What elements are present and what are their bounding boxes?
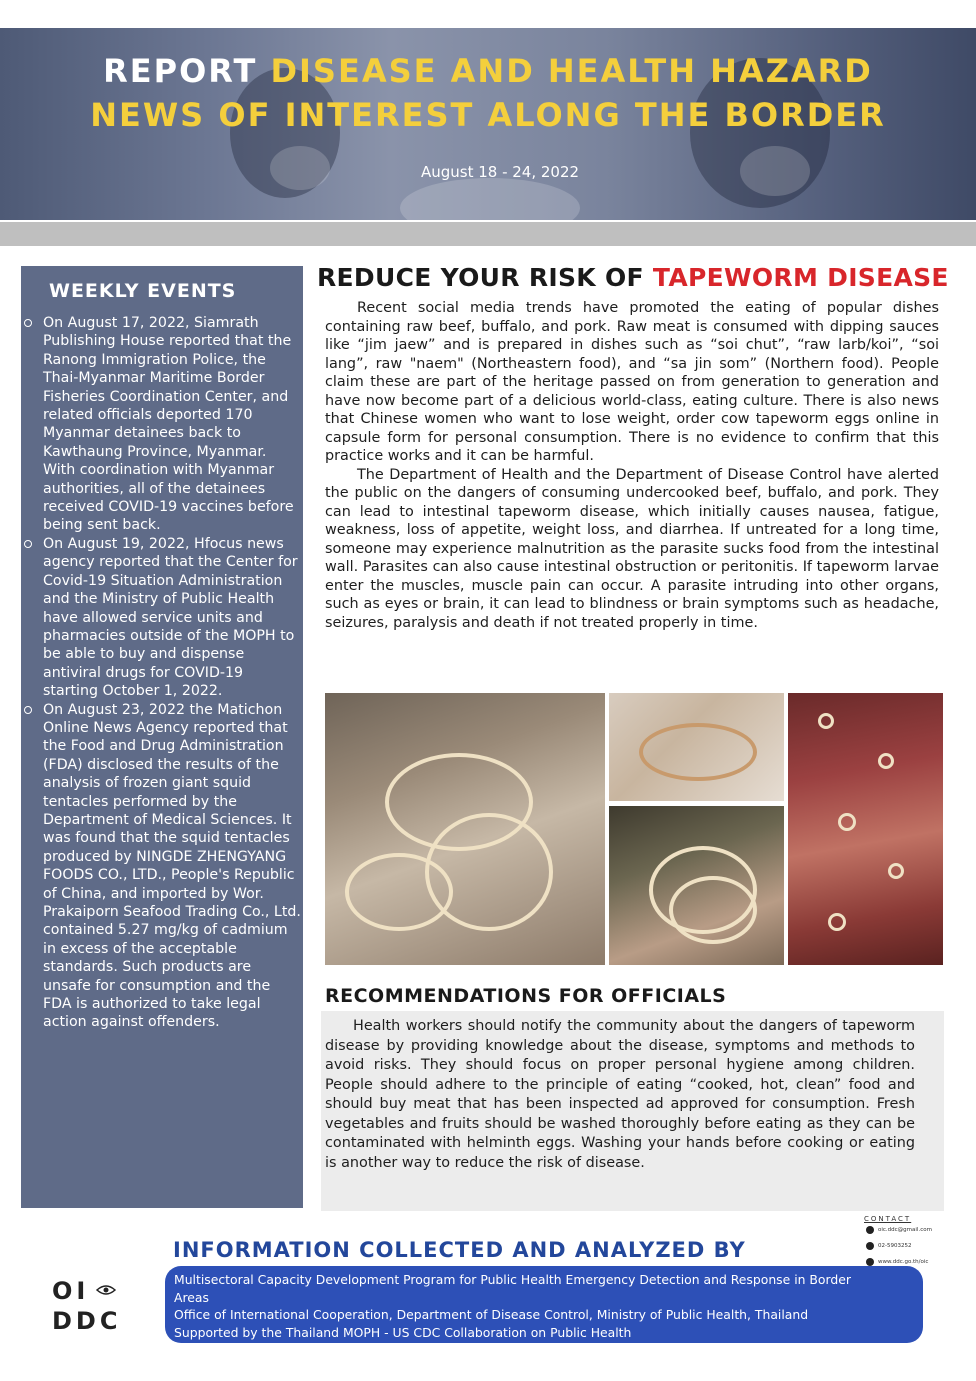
tapeworm-hand-photo [325, 693, 605, 965]
contact-email-row [864, 1223, 964, 1239]
tapeworm-specimen-photo [609, 693, 784, 801]
worm-shape [669, 876, 757, 944]
headline-highlight: TAPEWORM DISEASE [652, 263, 949, 292]
footer-line: Multisectoral Capacity Development Program for Public Health Emergency Detection and Response in Border Areas [174, 1272, 851, 1305]
weekly-events-title: WEEKLY EVENTS [49, 280, 237, 302]
infected-meat-photo [788, 693, 943, 965]
article-paragraph: Recent social media trends have promoted the eating of popular dishes containing raw beef, buffalo, and pork. Raw meat is consumed with dipping sauces like “jim jaew” and is prepared in dishes such as “soi chut”, “raw larb/koi”, “soi lang”, raw "naem" (Northeastern food), and “sa jin som” (Northern food). People claim these are part of the heritage passed on from generation to generation and have now become part of a delicious world-class, eating culture. There is also news that Chinese women who want to lose weight, order cow tapeworm eggs online in capsule form for personal consumption. There is no evidence to confirm that this practice works and it can be harmful. [325, 300, 939, 464]
contact-phone-row [864, 1239, 964, 1255]
footer-line: Office of International Cooperation, Department of Disease Control, Ministry of Public Health, Thailand [174, 1307, 809, 1322]
article-paragraph: The Department of Health and the Department of Disease Control have alerted the public on the dangers of consuming undercooked beef, buffalo, and pork. They can lead to intestinal tapeworm disease, which initially causes nausea, fatigue, weakness, loss of appetite, weight loss, and diarrhea. If untreated for a long time, someone may experience malnutrition as the parasite sucks food from the intestinal wall. Parasites can also cause intestinal obstruction or peritonitis. If tapeworm larvae enter the muscles, muscle pain can occur. A parasite intruding into other organs, such as eyes or brain, it can lead to blindness or brain symptoms such as headache, seizures, paralysis and death if not treated properly in time. [325, 466, 939, 631]
list-item [21, 701, 303, 1032]
article-body [325, 299, 939, 632]
event-text: On August 17, 2022, Siamrath Publishing House reported that the Ranong Immigration Police, the Thai-Myanmar Maritime Border Fisheries Coordination Center, and related officials deported 170 Myanmar detainees back to Kawthaung Province, Myanmar. With coordination with Myanmar authorities, all of the detainees received COVID-19 vaccines before being sent back. [43, 315, 294, 534]
list-item [21, 314, 303, 535]
globe-icon [866, 1258, 874, 1266]
bullet-icon [24, 706, 32, 714]
footer-line: Supported by the Thailand MOPH - US CDC Collaboration on Public Health [174, 1324, 632, 1340]
bullet-icon [24, 540, 32, 548]
cyst-shape [888, 863, 904, 879]
worm-shape [345, 853, 453, 931]
logo-line2: DDC [52, 1307, 122, 1335]
event-text: On August 23, 2022 the Matichon Online News Agency reported that the Food and Drug Administration (FDA) disclosed the results of the analysis of frozen giant squid tentacles performed by the Department of Medical Sciences. It was found that the squid tentacles produced by NINGDE ZHENGYANG FOODS CO., LTD., People's Republic of China, and imported by Wor. Prakaiporn Seafood Trading Co., Ltd. contained 5.27 mg/kg of cadmium in excess of the acceptable standards. Such products are unsafe for consumption and the FDA is authorized to take legal action against offenders. [43, 701, 301, 1031]
tapeworm-palm-photo [609, 806, 784, 965]
oi-ddc-logo [48, 1277, 128, 1337]
contact-email[interactable]: oic.ddc@gmail.com [878, 1227, 932, 1233]
recommendations-body [325, 1017, 915, 1173]
contact-heading: CONTACT [864, 1215, 912, 1223]
event-text: On August 19, 2022, Hfocus news agency reported that the Center for Covid-19 Situation Administration and the Ministry of Public Health have allowed service units and pharmacies outside of the MOPH to be able to buy and dispense antiviral drugs for COVID-19 starting October 1, 2022. [43, 535, 298, 700]
cyst-shape [828, 913, 846, 931]
eye-icon [96, 1283, 116, 1297]
contact-block [864, 1215, 964, 1271]
cyst-shape [838, 813, 856, 831]
title-highlight: DISEASE AND HEALTH HAZARD [270, 52, 873, 90]
report-date: August 18 - 24, 2022 [420, 163, 580, 181]
report-title-line1 [0, 52, 976, 90]
list-item [21, 535, 303, 701]
logo-line1: OI [52, 1277, 90, 1305]
bullet-icon [24, 319, 32, 327]
email-icon [866, 1226, 874, 1234]
header-divider [0, 222, 976, 246]
recommendations-title: RECOMMENDATIONS FOR OFFICIALS [325, 985, 727, 1007]
article-headline [317, 263, 949, 292]
phone-icon [866, 1242, 874, 1250]
report-title-line2: NEWS OF INTEREST ALONG THE BORDER [90, 96, 886, 134]
contact-web[interactable]: www.ddc.go.th/oic [878, 1259, 929, 1265]
footer-title: INFORMATION COLLECTED AND ANALYZED BY [173, 1238, 746, 1262]
weekly-events-panel [21, 266, 303, 1208]
banner-highlight [400, 178, 580, 220]
contact-phone: 02-5903252 [878, 1243, 912, 1249]
cyst-shape [878, 753, 894, 769]
weekly-events-list [21, 314, 303, 1032]
recommendations-paragraph: Health workers should notify the community about the dangers of tapeworm disease by providing knowledge about the disease, symptoms and methods to avoid risks. They should focus on proper personal hygiene among children. People should adhere to the principle of eating “cooked, hot, clean” food and should buy meat that has been inspected ad approved for consumption. Fresh vegetables and fruits should be washed thoroughly before eating as they can be contaminated with helminth eggs. Washing your hands before cooking or eating is another way to reduce the risk of disease. [325, 1018, 915, 1171]
title-prefix: REPORT [103, 52, 258, 90]
footer-text [174, 1271, 874, 1341]
worm-shape [639, 723, 757, 781]
headline-prefix: REDUCE YOUR RISK OF [317, 263, 644, 292]
cyst-shape [818, 713, 834, 729]
